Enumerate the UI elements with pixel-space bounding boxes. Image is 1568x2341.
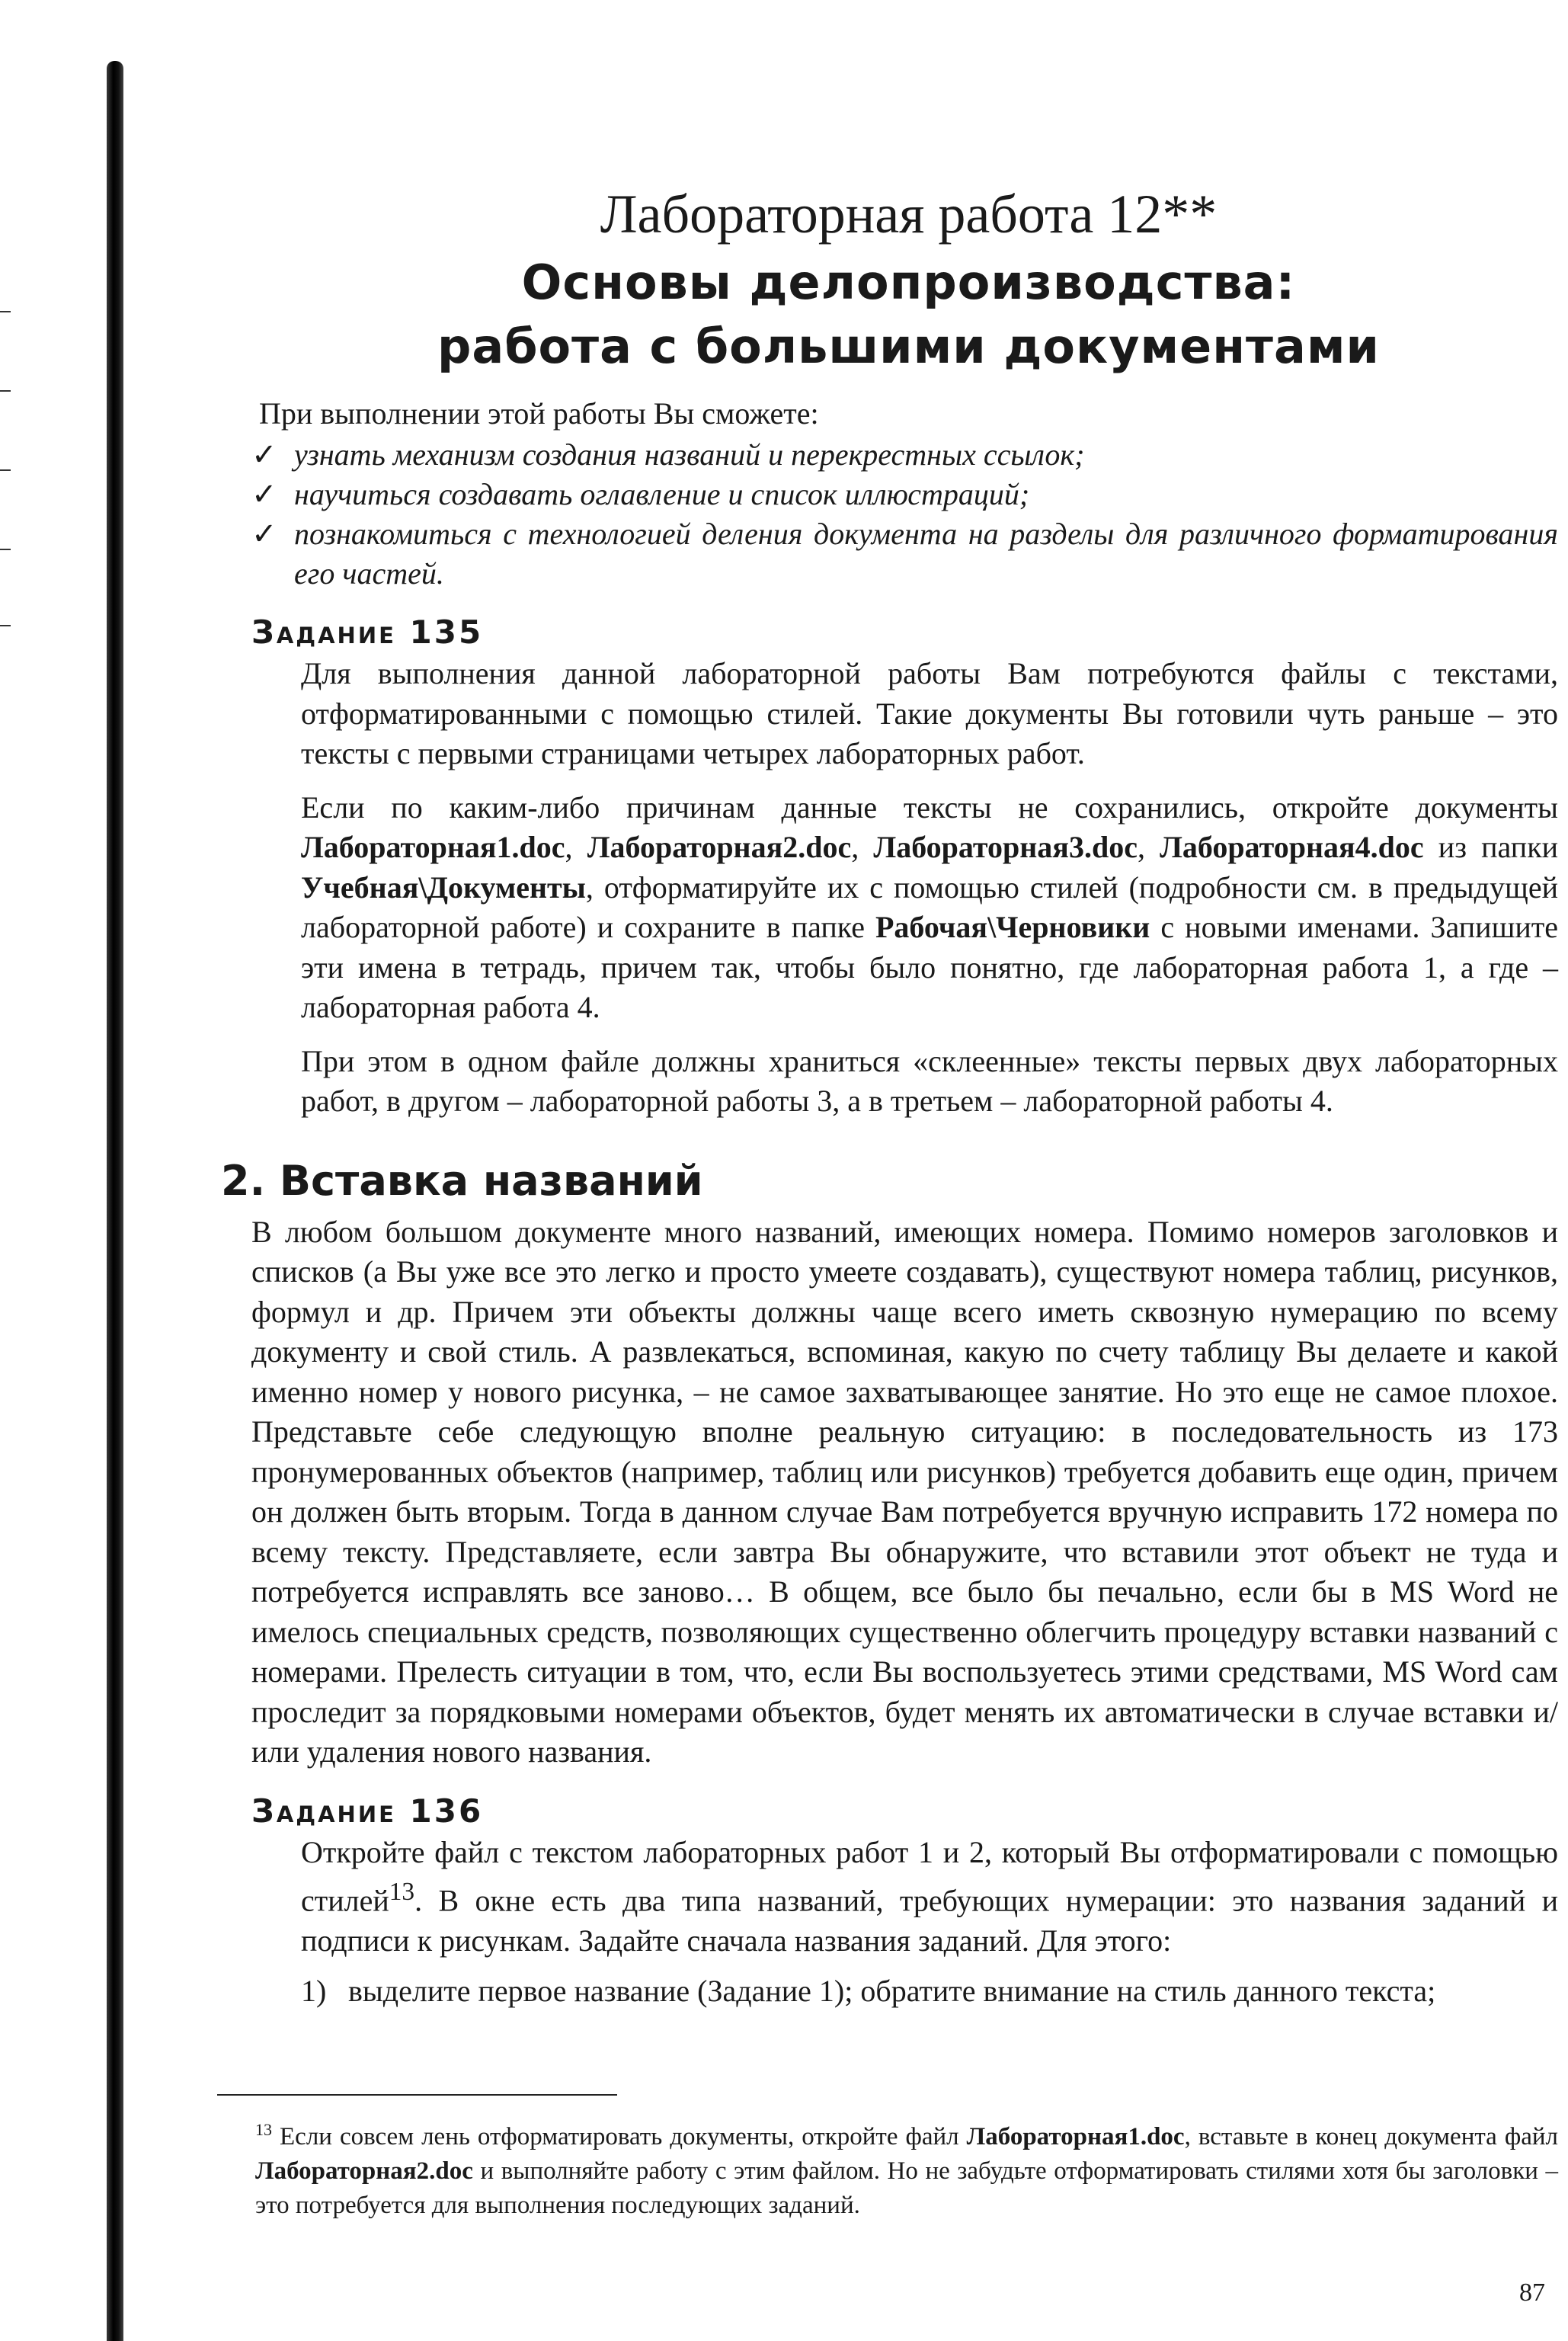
checkmark-icon: ✓ bbox=[251, 477, 277, 511]
page-number: 87 bbox=[1519, 2279, 1545, 2307]
checkmark-icon: ✓ bbox=[251, 437, 277, 472]
task-135-paragraph-2: Если по каким-либо причинам данные тексты не сохранились, откройте документы Лабораторная1.doc, Лабораторная2.doc, Лабораторная3.doc, Лабораторная4.doc из папки Учебная\Документы, отформатируйте их с помощью стилей (подробности см. в предыдущей лабораторной работе) и сохраните в папке Рабочая\Черновики с новыми именами. Запишите эти имена в тетрадь, причем так, чтобы было понятно, где лабораторная работа 1, а где – лабораторная работа 4. bbox=[301, 789, 1559, 1024]
section-2-heading: 2. Вставка названий bbox=[221, 1156, 703, 1205]
goal-item: ✓ научиться создавать оглавление и список иллюстраций; bbox=[251, 475, 1558, 514]
footnote-13: $^{13}$ Если совсем лень отформатировать документы, откройте файл Лабораторная1.doc, вставьте в конец документа файл Лабораторная2.doc и выполняйте работу с этим файлом. Но не забудьте отформатировать стилями хотя бы заголовки – это потребуется для выполнения последующих заданий. bbox=[255, 2120, 1558, 2219]
task-136-step-1: 1) выделите первое название (Задание 1); обратите внимание на стиль данного текста; bbox=[301, 1974, 1436, 2009]
scan-tick-mark bbox=[0, 625, 11, 626]
footnote-reference: 13 bbox=[389, 1878, 415, 1906]
goal-item: ✓ познакомиться с технологией деления документа на разделы для различного форматирования его частей. bbox=[251, 514, 1558, 594]
page-content bbox=[221, 183, 1558, 2011]
intro-lead: При выполнении этой работы Вы сможете: bbox=[259, 396, 819, 431]
checkmark-icon: ✓ bbox=[251, 517, 277, 551]
scan-tick-mark bbox=[0, 311, 11, 312]
footnote-separator bbox=[217, 2094, 617, 2096]
task-135-paragraph-3: При этом в одном файле должны храниться «склеенные» тексты первых двух лабораторных работ, в другом – лабораторной работы 3, а в третьем – лабораторной работы 4. bbox=[301, 1043, 1558, 1118]
footnote-mark: 13 bbox=[255, 2120, 272, 2139]
scan-tick-mark bbox=[0, 390, 11, 392]
task-135-heading: Задание 135 bbox=[251, 613, 484, 651]
task-136-paragraph: Откройте файл с текстом лабораторных работ 1 и 2, который Вы отформатировали с помощью стилей$^{13}$. В окне есть два типа названий, требующих нумерации: это названия заданий и подписи к рисункам. Задайте сначала названия заданий. Для этого: bbox=[301, 1834, 1558, 1958]
main-title-line-1: Основы делопроизводства: bbox=[521, 255, 1296, 310]
binding-edge bbox=[107, 61, 123, 2341]
goal-item: ✓ узнать механизм создания названий и перекрестных ссылок; bbox=[251, 435, 1558, 475]
lab-title: Лабораторная работа 12** bbox=[600, 184, 1218, 245]
task-135-paragraph-1: Для выполнения данной лабораторной работы Вам потребуются файлы с текстами, отформатированными с помощью стилей. Такие документы Вы готовили чуть раньше – это тексты с первыми страницами четырех лабораторных работ. bbox=[301, 656, 1558, 770]
section-2-body: В любом большом документе много названий, имеющих номера. Помимо номеров заголовков и списков (а Вы уже все это легко и просто умеете создавать), существуют номера таблиц, рисунков, формул и др. Причем эти объекты должны чаще всего иметь сквозную нумерацию по всему документу и свой стиль. А развлекаться, вспоминая, какую по счету таблицу Вы делаете и какой именно номер у нового рисунка, – не самое захватывающее занятие. Но это еще не самое плохое. Представьте себе следующую вполне реальную ситуацию: в последовательность из 173 пронумерованных объектов (например, таблиц или рисунков) требуется добавить еще один, причем он должен быть вторым. Тогда в данном случае Вам потребуется вручную исправить 172 номера по всему тексту. Представляете, если завтра Вы обнаружите, что вставили этот объект не туда и потребуется исправлять все заново… В общем, все было бы печально, если бы в MS Word не имелось специальных средств, позволяющих существенно облегчить процедуру вставки названий с номерами. Прелесть ситуации в том, что, если Вы воспользуетесь этими средствами, MS Word сам проследит за порядковыми номерами объектов, будет менять их автоматически в случае вставки и/или удаления нового названия. bbox=[251, 1214, 1558, 1769]
goals-list bbox=[251, 435, 1558, 594]
scan-tick-mark bbox=[0, 549, 11, 550]
main-title-line-2: работа с большими документами bbox=[437, 319, 1380, 374]
scan-tick-mark bbox=[0, 469, 11, 471]
task-136-heading: Задание 136 bbox=[251, 1792, 484, 1830]
